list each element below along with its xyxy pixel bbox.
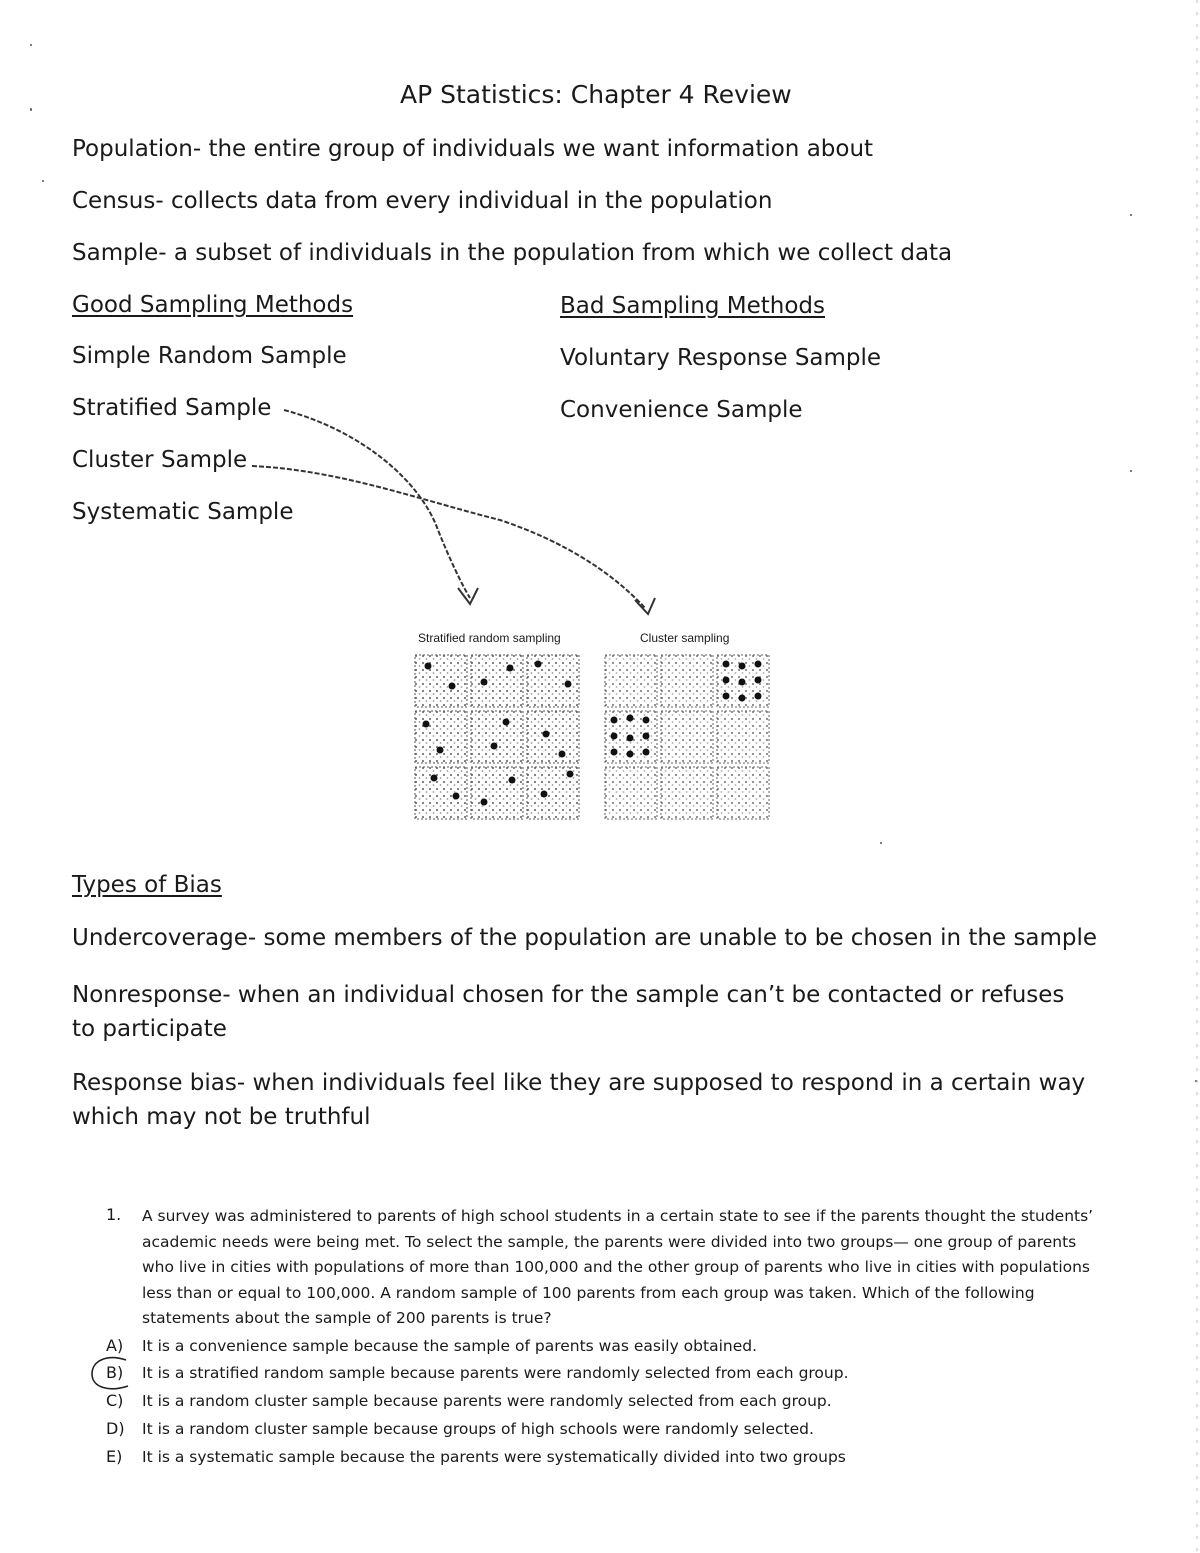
choice-letter: D) xyxy=(106,1419,125,1438)
bias-nonresponse: Nonresponse- when an individual chosen for the sample can’t be contacted or refuses to participate xyxy=(72,982,1065,1042)
stratified-figure-label: Stratified random sampling xyxy=(418,631,561,645)
scan-speck xyxy=(880,842,882,844)
definition-sample: Sample- a subset of individuals in the population from which we collect data xyxy=(72,240,953,266)
choice-letter: B) xyxy=(106,1363,124,1382)
choice-text: It is a stratified random sample because parents were randomly selected from each group. xyxy=(142,1364,849,1382)
scan-speck xyxy=(42,180,44,182)
question-text: A survey was administered to parents of high school students in a certain state to see if the parents thought the students’ academic needs were being met. To select the sample, the parents were divided into two groups— one group of parents who live in cities with populations of more than 100,000 and the other group of parents who live in cities with populations less than or equal to 100,000. A random sample of 100 parents from each group was taken. Which of the following statements about the sample of 200 parents is true? xyxy=(142,1207,1094,1328)
definition-census: Census- collects data from every individual in the population xyxy=(72,188,773,214)
good-methods-heading: Good Sampling Methods xyxy=(72,292,354,318)
good-method-item: Systematic Sample xyxy=(72,499,294,525)
definition-population: Population- the entire group of individuals we want information about xyxy=(72,136,874,162)
choice-text: It is a systematic sample because the parents were systematically divided into two groups xyxy=(142,1448,846,1466)
cluster-sampling-diagram xyxy=(604,654,772,820)
bias-heading: Types of Bias xyxy=(72,872,222,898)
question-number: 1. xyxy=(106,1205,122,1224)
bad-method-item: Voluntary Response Sample xyxy=(560,345,882,371)
cluster-figure-label: Cluster sampling xyxy=(640,631,730,645)
scan-edge-marks xyxy=(1192,0,1200,1553)
scan-speck xyxy=(30,108,32,111)
good-method-item: Simple Random Sample xyxy=(72,343,347,369)
bad-method-item: Convenience Sample xyxy=(560,397,803,423)
stratified-arrow xyxy=(284,410,470,598)
bad-methods-heading: Bad Sampling Methods xyxy=(560,293,825,319)
scan-speck xyxy=(30,44,32,46)
choice-letter: C) xyxy=(106,1391,124,1410)
answer-circle-mark xyxy=(88,1354,138,1394)
handdrawn-arrows xyxy=(0,0,1200,700)
choice-text: It is a random cluster sample because parents were randomly selected from each group. xyxy=(142,1392,832,1410)
scan-speck xyxy=(1130,470,1132,472)
good-method-item: Stratified Sample xyxy=(72,395,272,421)
choice-text: It is a random cluster sample because groups of high schools were randomly selected. xyxy=(142,1420,814,1438)
bias-response: Response bias- when individuals feel like they are supposed to respond in a certain way which may not be truthful xyxy=(72,1070,1086,1130)
choice-letter: E) xyxy=(106,1447,123,1466)
good-method-item: Cluster Sample xyxy=(72,447,248,473)
stratified-sampling-diagram xyxy=(414,654,582,820)
scan-speck xyxy=(1130,214,1132,216)
cluster-arrow xyxy=(252,466,645,608)
bias-undercoverage: Undercoverage- some members of the population are unable to be chosen in the sample xyxy=(72,925,1098,951)
choice-letter: A) xyxy=(106,1336,124,1355)
page-title: AP Statistics: Chapter 4 Review xyxy=(400,80,792,109)
choice-text: It is a convenience sample because the sample of parents was easily obtained. xyxy=(142,1337,758,1355)
